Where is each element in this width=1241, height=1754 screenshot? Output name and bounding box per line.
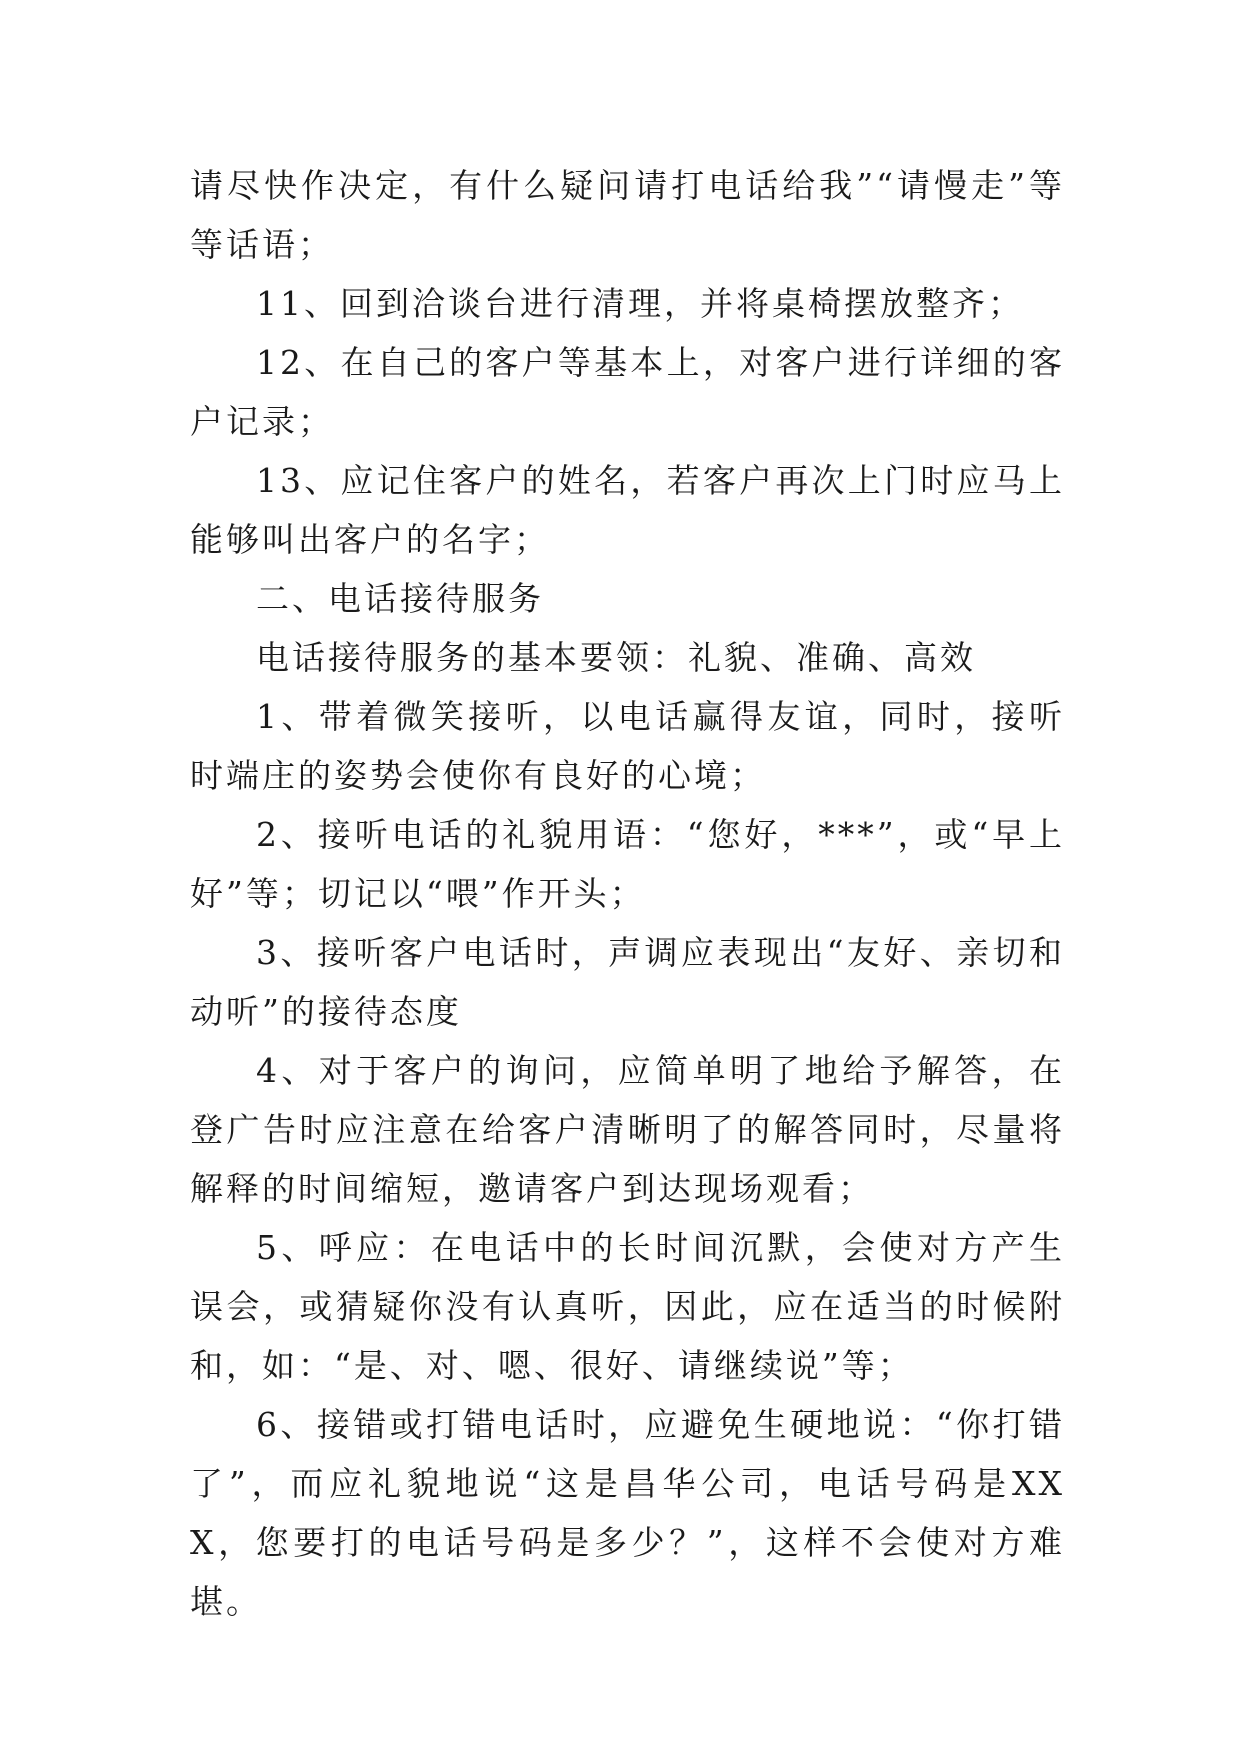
paragraph-6: 电话接待服务的基本要领：礼貌、准确、高效 (256, 638, 976, 677)
paragraph-7: 1、带着微笑接听，以电话赢得友谊，同时，接听时端庄的姿势会使你有良好的心境； (190, 697, 1065, 795)
paragraph-3: 12、在自己的客户等基本上，对客户进行详细的客户记录； (190, 343, 1065, 441)
paragraph-9: 3、接听客户电话时，声调应表现出“友好、亲切和动听”的接待态度 (190, 933, 1065, 1031)
paragraph-2: 11、回到洽谈台进行清理，并将桌椅摆放整齐； (256, 284, 1024, 323)
paragraph-4: 13、应记住客户的姓名，若客户再次上门时应马上能够叫出客户的名字； (190, 461, 1065, 559)
section-heading: 二、电话接待服务 (256, 579, 544, 618)
paragraph-1: 请尽快作决定，有什么疑问请打电话给我”“请慢走”等等话语； (190, 166, 1065, 264)
paragraph-10: 4、对于客户的询问，应简单明了地给予解答，在登广告时应注意在给客户清晰明了的解答同时，尽量将解释的时间缩短，邀请客户到达现场观看； (190, 1051, 1065, 1208)
paragraph-8: 2、接听电话的礼貌用语：“您好，***”，或“早上好”等；切记以“喂”作开头； (190, 815, 1065, 913)
paragraph-12: 6、接错或打错电话时，应避免生硬地说：“你打错了”，而应礼貌地说“这是昌华公司，电话号码是XXX，您要打的电话号码是多少？”，这样不会使对方难堪。 (190, 1405, 1065, 1621)
document-body (190, 156, 1065, 1631)
paragraph-11: 5、呼应：在电话中的长时间沉默，会使对方产生误会，或猜疑你没有认真听，因此，应在适当的时候附和，如：“是、对、嗯、很好、请继续说”等； (190, 1228, 1065, 1385)
